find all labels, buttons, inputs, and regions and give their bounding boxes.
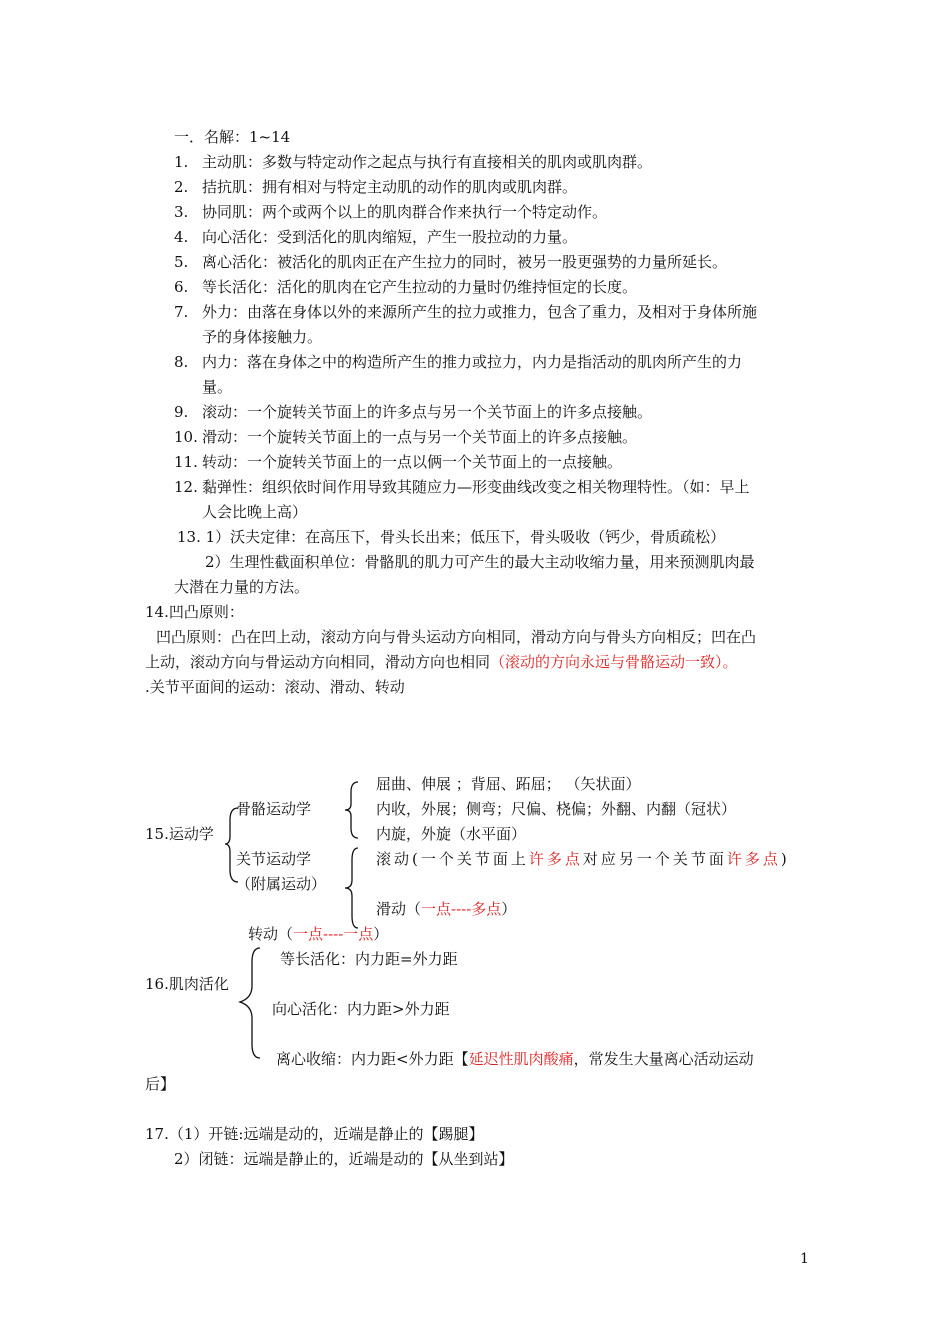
sliding-text-end: ）	[501, 900, 517, 918]
kinematics-label: 15.运动学	[145, 825, 214, 843]
spin-highlight: 一点----一点	[293, 925, 374, 943]
item-number: 4.	[174, 228, 189, 246]
eccentric-text-b: ，常发生大量离心活动运动	[573, 1050, 754, 1068]
isometric-activation: 等长活化：内力距=外力距	[280, 950, 458, 968]
definition-text: 等长活化：活化的肌肉在它产生拉动的力量时仍维持恒定的长度。	[202, 278, 638, 296]
bone-motion-horizontal: 内旋，外旋（水平面）	[376, 825, 527, 843]
bone-kinematics-label: 骨骼运动学	[236, 800, 312, 818]
definition-text-cont: 量。	[202, 378, 233, 396]
definition-text: 外力：由落在身体以外的来源所产生的拉力或推力，包含了重力，及相对于身体所施	[202, 303, 758, 321]
bone-kinematics-brace	[344, 780, 360, 840]
page-number: 1	[800, 1251, 809, 1267]
sliding-line	[376, 899, 516, 919]
definition-text: 转动：一个旋转关节面上的一点以俩一个关节面上的一点接触。	[202, 453, 623, 471]
muscle-activation-brace	[238, 946, 262, 1060]
definition-text: 内力：落在身体之中的构造所产生的推力或拉力，内力是指活动的肌肉所产生的力	[202, 353, 743, 371]
spin-line	[248, 924, 388, 944]
item-number: 12.	[174, 478, 198, 496]
definition-text-cont: 予的身体接触力。	[202, 328, 323, 346]
eccentric-activation-cont: 后】	[145, 1075, 176, 1093]
section-heading: 一．名解：1~14	[174, 128, 291, 146]
item14-line1: 凹凸原则：凸在凹上动，滚动方向与骨头运动方向相同，滑动方向与骨头方向相反；凹在凸	[156, 628, 757, 646]
eccentric-highlight: 延迟性肌肉酸痛	[468, 1050, 574, 1068]
item-number: 10.	[174, 428, 198, 446]
spin-text-end: ）	[373, 925, 389, 943]
item13-line1: 13. 1）沃夫定律：在高压下，骨头长出来；低压下，骨头吸收（钙少，骨质疏松）	[177, 528, 726, 546]
item-number: 6.	[174, 278, 189, 296]
rolling-highlight-b: 许多点	[726, 850, 781, 868]
item-number: 3.	[174, 203, 189, 221]
definition-text: 协同肌：两个或两个以上的肌肉群合作来执行一个特定动作。	[202, 203, 608, 221]
definition-text-cont: 人会比晚上高）	[202, 503, 308, 521]
concentric-activation: 向心活化：内力距>外力距	[272, 1000, 450, 1018]
item14-line2	[145, 652, 738, 672]
definition-text: 滚动：一个旋转关节面上的许多点与另一个关节面上的许多点接触。	[202, 403, 653, 421]
sliding-text-a: 滑动（	[376, 900, 422, 918]
joint-kinematics-label: 关节运动学	[236, 850, 312, 868]
muscle-activation-label: 16.肌肉活化	[145, 975, 229, 993]
item13-line3: 大潜在力量的方法。	[174, 578, 310, 596]
open-chain: 17.（1）开链:远端是动的，近端是静止的【踢腿】	[145, 1125, 484, 1143]
item-number: 7.	[174, 303, 189, 321]
rolling-text-b: 对应另一个关节面	[582, 850, 727, 868]
item14-line2-highlight: （滚动的方向永远与骨骼运动一致）。	[490, 653, 738, 671]
rolling-text-end: )	[780, 850, 787, 868]
joint-kinematics-brace	[344, 846, 360, 930]
definition-text: 拮抗肌：拥有相对与特定主动肌的动作的肌肉或肌肉群。	[202, 178, 578, 196]
item-number: 1.	[174, 153, 189, 171]
item-number: 2.	[174, 178, 189, 196]
bone-motion-sagittal: 屈曲、伸展 ；背屈、跖屈； （矢状面）	[376, 775, 641, 793]
rolling-text-a: 滚动(一个关节面上	[376, 850, 529, 868]
closed-chain: 2）闭链：远端是静止的，近端是动的【从坐到站】	[174, 1150, 514, 1168]
rolling-highlight-a: 许多点	[528, 850, 583, 868]
definition-text: 离心活化：被活化的肌肉正在产生拉力的同时，被另一股更强势的力量所延长。	[202, 253, 728, 271]
item14-line2-text: 上动，滚动方向与骨运动方向相同，滑动方向也相同	[145, 653, 491, 671]
item-number: 8.	[174, 353, 189, 371]
rolling-line	[376, 849, 787, 869]
definition-text: 向心活化：受到活化的肌肉缩短，产生一股拉动的力量。	[202, 228, 578, 246]
bone-motion-coronal: 内收，外展；侧弯；尺偏、桡偏；外翻、内翻（冠状）	[376, 800, 737, 818]
eccentric-activation	[276, 1049, 754, 1069]
definition-text: 滑动：一个旋转关节面上的一点与另一个关节面上的许多点接触。	[202, 428, 638, 446]
item-number: 11.	[174, 453, 198, 471]
eccentric-text-a: 离心收缩：内力距<外力距【	[276, 1050, 469, 1068]
item13-line2: 2）生理性截面积单位：骨骼肌的肌力可产生的最大主动收缩力量，用来预测肌肉最	[205, 553, 755, 571]
item-number: 9.	[174, 403, 189, 421]
item14-title: 14.凹凸原则：	[145, 603, 244, 621]
sliding-highlight: 一点----多点	[421, 900, 502, 918]
definition-text: 主动肌：多数与特定动作之起点与执行有直接相关的肌肉或肌肉群。	[202, 153, 653, 171]
spin-text-a: 转动（	[248, 925, 294, 943]
item-number: 5.	[174, 253, 189, 271]
item14-line3: .关节平面间的运动：滚动、滑动、转动	[145, 678, 405, 696]
joint-kinematics-sub: （附属运动）	[236, 875, 327, 893]
definition-text: 黏弹性：组织依时间作用导致其随应力—形变曲线改变之相关物理特性。（如：早上	[202, 478, 750, 496]
